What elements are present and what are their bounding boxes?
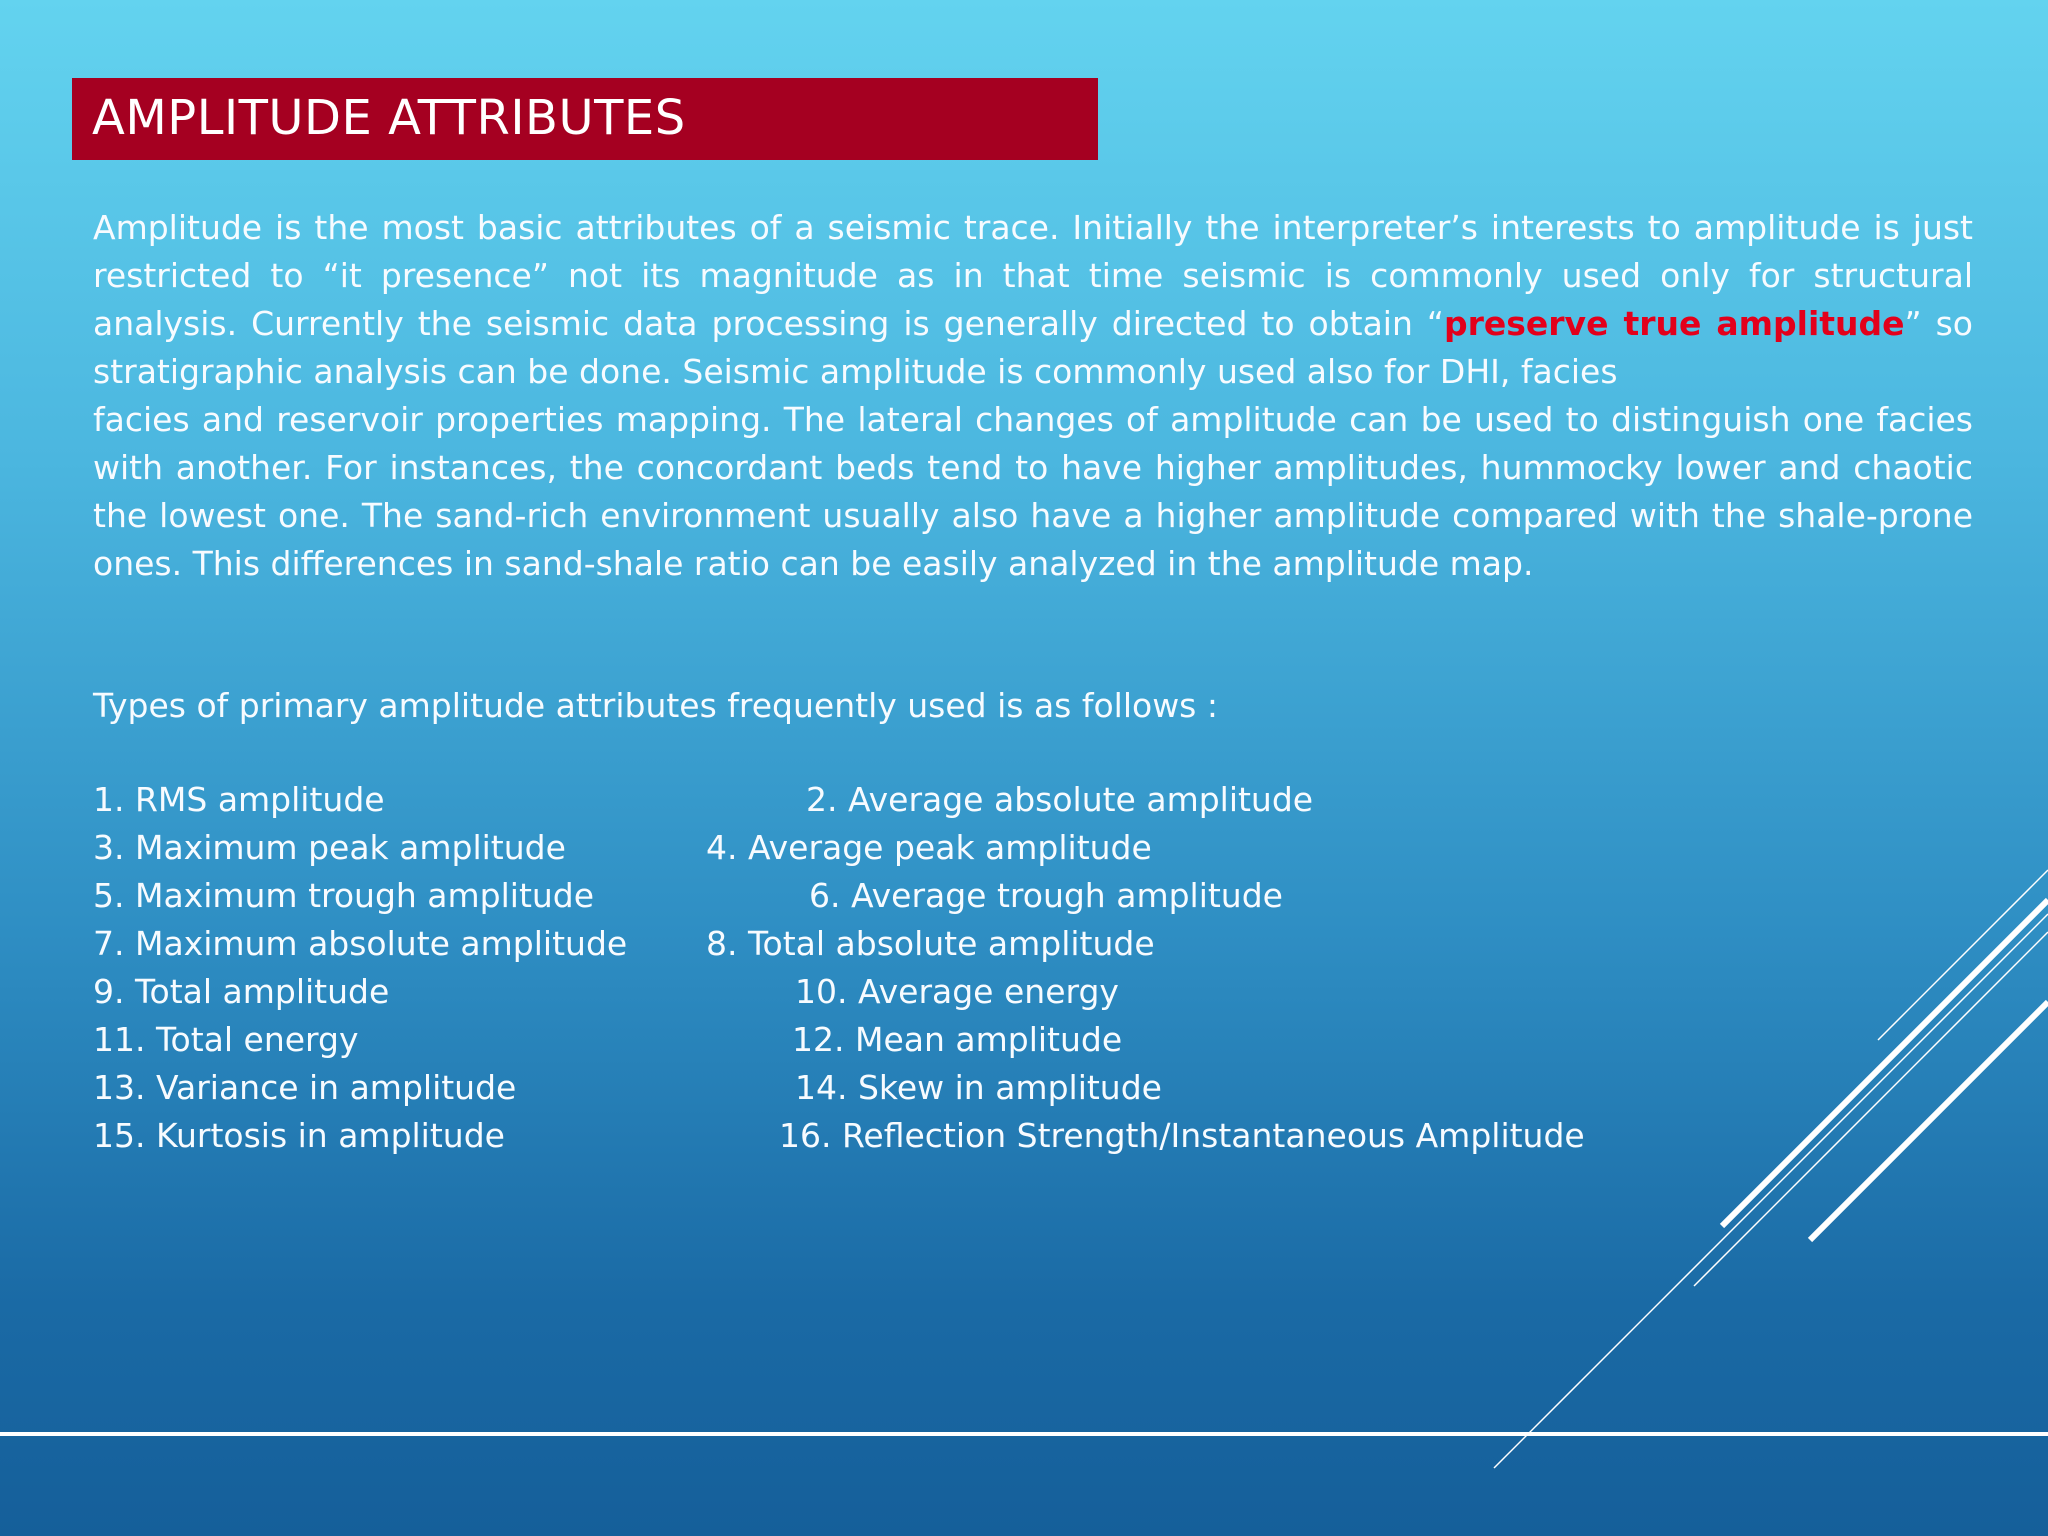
list-item: 9. Total amplitude	[93, 972, 390, 1011]
list-item: 12. Mean amplitude	[792, 1020, 1123, 1059]
list-item: 6. Average trough amplitude	[809, 876, 1283, 915]
list-intro: Types of primary amplitude attributes frequently used is as follows :	[93, 686, 1218, 725]
list-item: 11. Total energy	[93, 1020, 359, 1059]
paragraph-text: Amplitude is the most basic attributes of a seismic trace. Initially the interpreter’s interests to amplitude is just restricted to “it presence” not its magnitude as in that time seismic is commonly used only for structural analysis. Currently the seismic data processing is generally directed to obtain “	[93, 208, 1973, 343]
list-item: 1. RMS amplitude	[93, 780, 385, 819]
diagonal-line	[1810, 1002, 2048, 1240]
list-item: 10. Average energy	[795, 972, 1119, 1011]
list-item: 8. Total absolute amplitude	[706, 924, 1155, 963]
list-item: 4. Average peak amplitude	[706, 828, 1152, 867]
list-item: 2. Average absolute amplitude	[806, 780, 1314, 819]
paragraph-highlight: preserve true amplitude	[1443, 304, 1905, 343]
list-item: 13. Variance in amplitude	[93, 1068, 517, 1107]
list-item: 3. Maximum peak amplitude	[93, 828, 566, 867]
list-item: 7. Maximum absolute amplitude	[93, 924, 628, 963]
diagonal-line	[1878, 870, 2048, 1040]
list-item: 5. Maximum trough amplitude	[93, 876, 595, 915]
paragraph-continuation: facies and reservoir properties mapping. The lateral changes of amplitude can be used to distinguish one facies with another. For instances, the concordant beds tend to have higher amplitudes, hummocky lower and chaotic the lowest one. The sand-rich environment usually also have a higher amplitude compared with the shale-prone ones. This differences in sand-shale ratio can be easily analyzed in the amplitude map.	[93, 400, 1973, 583]
diagonal-line	[1722, 900, 2048, 1226]
paragraph-text-continued: ” so stratigraphic analysis can be done. Seismic amplitude is commonly used also for DHI, facies	[93, 304, 1973, 391]
list-item: 15. Kurtosis in amplitude	[93, 1116, 505, 1155]
diagonal-line	[1494, 914, 2048, 1468]
slide-title: AMPLITUDE ATTRIBUTES	[92, 90, 686, 146]
list-item: 16. Reflection Strength/Instantaneous Amplitude	[779, 1116, 1585, 1155]
diagonal-line	[1694, 932, 2048, 1286]
list-item: 14. Skew in amplitude	[795, 1068, 1162, 1107]
